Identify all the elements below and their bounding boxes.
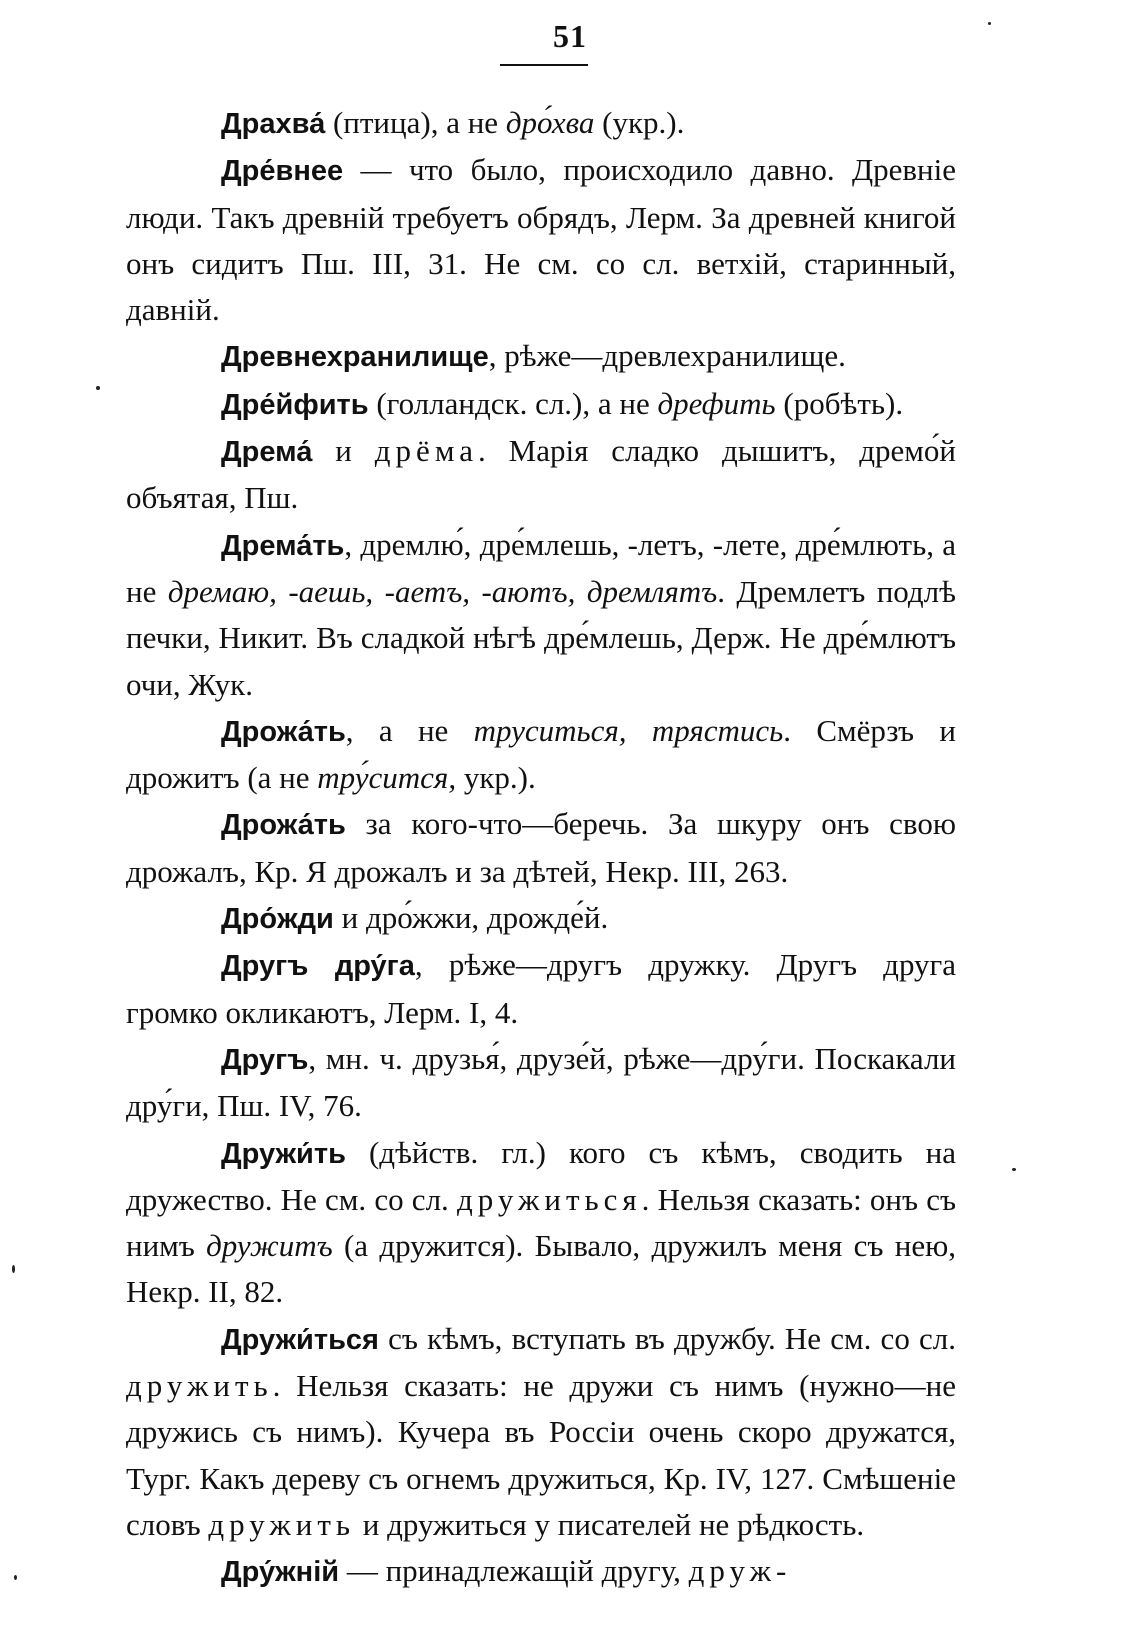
entry-text: , рѣже—другъ дружку. Другъ друга громко окликаютъ, Лерм. I, 4. — [126, 947, 957, 1030]
entry-headword: Дре́йфить — [221, 388, 369, 421]
dictionary-entry — [126, 1036, 956, 1130]
entry-text: , а не — [345, 712, 474, 748]
dictionary-entry — [126, 147, 956, 333]
entry-text: — что было, происходило давно. Древніе люди. Такъ древній требуетъ обрядъ, Лерм. За древней книгой онъ сидитъ Пш. III, 31. Не см. со сл. ветхій, старинный, давній. — [126, 152, 956, 328]
dictionary-entry — [126, 801, 956, 895]
spaced-form: дрёма — [374, 433, 478, 469]
page-number-underline — [500, 64, 588, 66]
entry-headword: Дре́внее — [221, 155, 344, 188]
entry-text: за кого-что—беречь. За шкуру онъ свою дрожалъ, Кр. Я дрожалъ и за дѣтей, Некр. III, 263. — [126, 806, 956, 889]
entry-text: . Смёрзъ и дрожитъ (а не — [126, 712, 956, 796]
italic-form: дружитъ — [206, 1228, 333, 1264]
italic-form: дрефить — [657, 385, 776, 421]
entry-text: . Дремлетъ подлѣ печки, Никит. Въ сладкой нѣгѣ дре́млешь, Держ. Не дре́млютъ очи, Жук. — [126, 573, 956, 702]
italic-form: дремаю, -аешь, -аетъ, -аютъ, дремлятъ — [167, 573, 718, 609]
dictionary-entry — [126, 333, 956, 380]
entry-text: укр.). — [456, 760, 536, 796]
entry-headword: Драхва́ — [221, 108, 326, 140]
entry-headword: Дружи́ть — [221, 1137, 346, 1170]
entry-text: (дѣйств. гл.) кого съ кѣмъ, сводить на дружество. Не см. со сл. — [126, 1134, 956, 1217]
print-speck — [988, 22, 991, 25]
entry-text: и дружиться у писателей не рѣдкость. — [355, 1506, 865, 1542]
entry-text: . Нельзя сказать: не дружи съ нимъ (нужно—не дружись съ нимъ). Кучера въ Россіи очень скоро дружатся, Тург. Какъ дереву съ огнемъ дружиться, Кр. IV, 127. Смѣшеніе словъ — [126, 1368, 956, 1542]
italic-form: труситься, трястись — [473, 712, 784, 748]
print-speck — [14, 1575, 17, 1580]
entry-text: (робѣть). — [775, 385, 904, 421]
spaced-form: дружиться — [457, 1181, 642, 1217]
entry-text: (укр.). — [594, 105, 685, 140]
dictionary-entry — [126, 942, 956, 1036]
spaced-form: дружить — [208, 1506, 356, 1542]
dictionary-entry — [126, 895, 956, 942]
entry-headword: Другъ дру́га — [221, 950, 415, 983]
italic-form: дро́хва — [505, 105, 595, 140]
entry-text: и дро́жжи, дрожде́й. — [333, 900, 609, 936]
entry-text: . Марія сладко дышитъ, дремо́й объятая, Пш. — [126, 433, 957, 516]
dictionary-entry — [126, 708, 956, 802]
entry-headword: Дрожа́ть — [221, 715, 346, 748]
page-number: 51 — [553, 18, 587, 54]
entry-text: , мн. ч. друзья́, друзе́й, рѣже—дру́ги. Поскакали дру́ги, Пш. IV, 76. — [126, 1040, 956, 1124]
dictionary-entry — [126, 100, 956, 147]
dictionary-text-block — [126, 100, 956, 1596]
dictionary-entry — [126, 1130, 956, 1316]
entry-text: , рѣже—древлехранилище. — [488, 338, 846, 374]
dictionary-entry — [126, 381, 956, 428]
entry-headword: Дрожа́ть — [221, 809, 346, 842]
spaced-form: дружить — [126, 1368, 273, 1404]
entry-headword: Дрема́ть — [221, 529, 345, 562]
entry-headword: Дрема́ — [221, 436, 313, 469]
print-speck — [1012, 1168, 1016, 1171]
dictionary-entry — [126, 522, 956, 708]
entry-text: и — [312, 433, 375, 469]
spaced-form: друж- — [688, 1553, 792, 1589]
dictionary-entry — [126, 428, 956, 522]
entry-headword: Древнехранилище — [221, 341, 489, 374]
dictionary-entry — [126, 1548, 956, 1595]
entry-headword: Дро́жди — [221, 903, 334, 936]
entry-headword: Дружи́ться — [221, 1323, 379, 1356]
entry-text: (птица), а не — [325, 105, 506, 140]
entry-text: (голландск. сл.), а не — [368, 385, 658, 421]
entry-headword: Другъ — [221, 1043, 309, 1076]
entry-text: съ кѣмъ, вступать въ дружбу. Не см. со сл. — [378, 1320, 956, 1356]
print-speck — [12, 1265, 15, 1273]
entry-text: . Нельзя сказать: онъ съ нимъ — [126, 1181, 956, 1264]
italic-form: тру́сится, — [317, 760, 457, 796]
entry-text: — принадлежащій другу, — [339, 1553, 689, 1589]
entry-headword: Дру́жній — [221, 1556, 340, 1589]
entry-text: (а дружится). Бывало, дружилъ меня съ нею, Некр. II, 82. — [126, 1228, 956, 1310]
dictionary-entry — [126, 1316, 956, 1548]
entry-text: , дремлю́, дре́млешь, -летъ, -лете, дре́млють, а не — [126, 526, 956, 609]
print-speck — [96, 386, 100, 390]
